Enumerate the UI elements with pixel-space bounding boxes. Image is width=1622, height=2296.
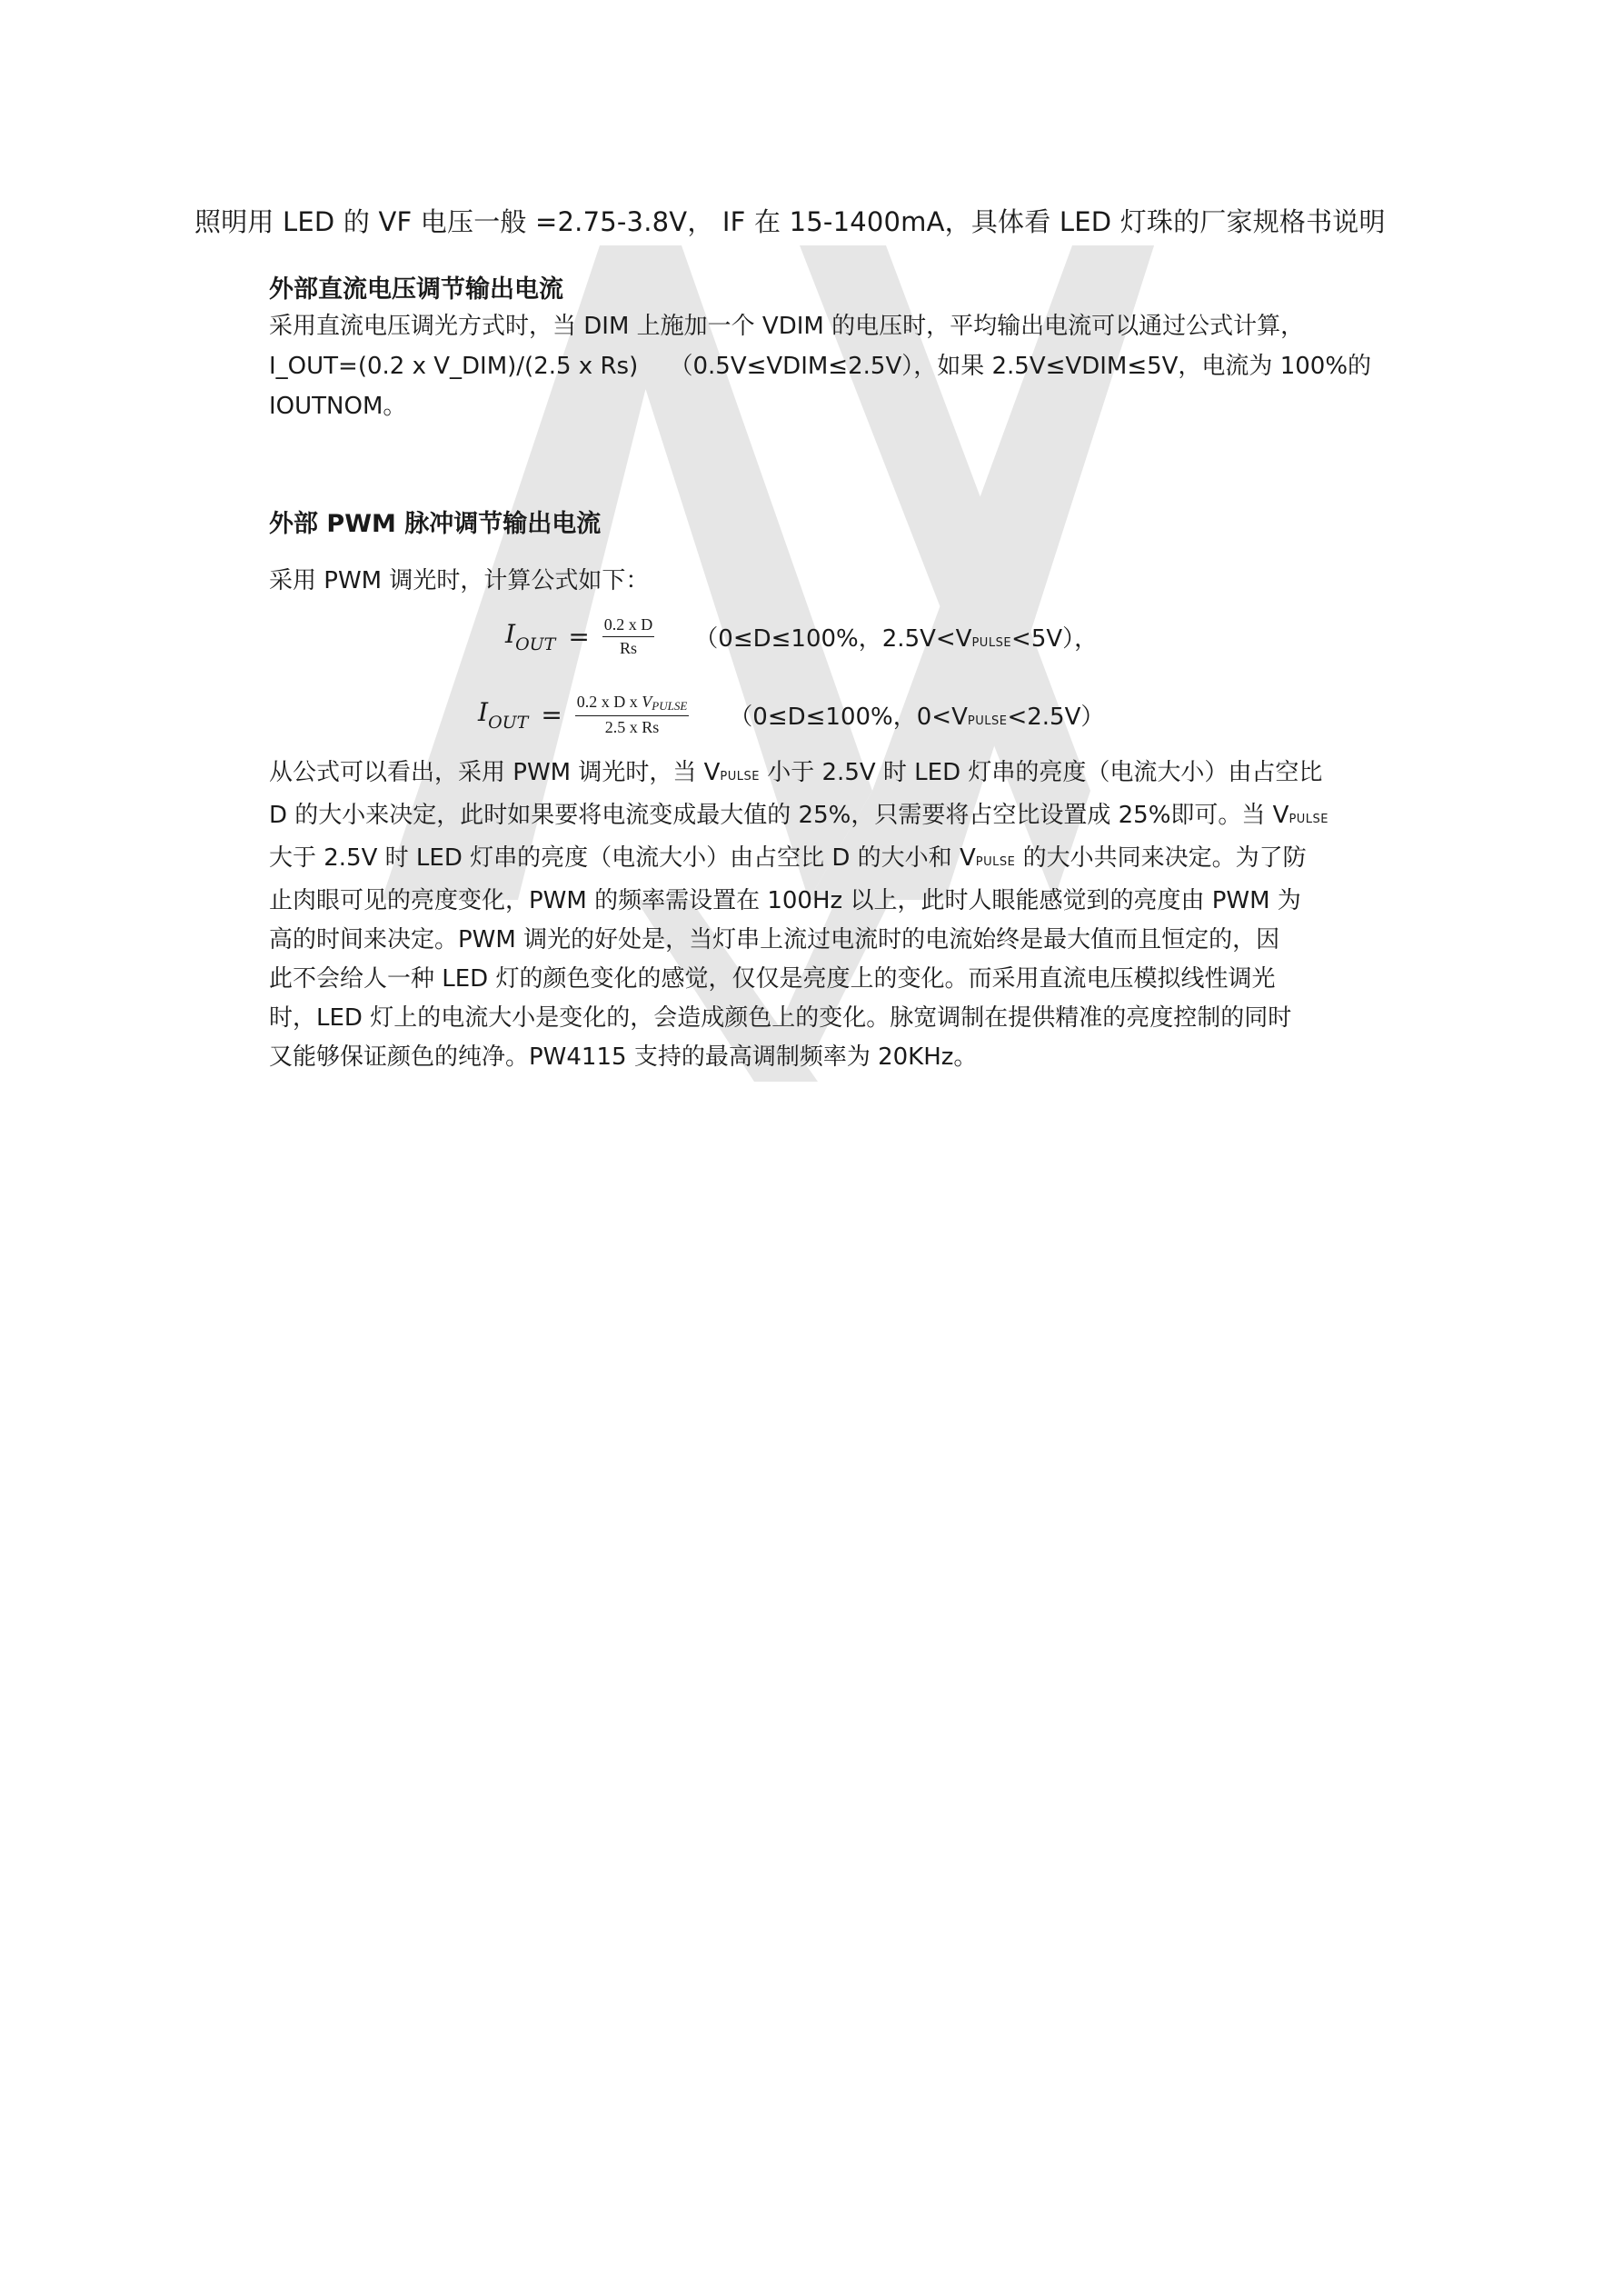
formula-lhs: $I_{OUT}$ bbox=[478, 697, 529, 733]
explanation-line: 又能够保证颜色的纯净。PW4115 支持的最高调制频率为 20KHz。 bbox=[269, 1043, 978, 1071]
formula-pwm-high bbox=[505, 615, 1098, 658]
formula-equals: = bbox=[568, 622, 590, 652]
section-dc-line: I_OUT=(0.2 x V_DIM)/(2.5 x Rs) （0.5V≤VDIM≤2.5V），如果 2.5V≤VDIM≤5V，电流为 100%的 bbox=[269, 353, 1372, 380]
section-dc-line: 采用直流电压调光方式时，当 DIM 上施加一个 VDIM 的电压时，平均输出电流可以通过公式计算， bbox=[269, 313, 1305, 340]
section-pwm-explanation bbox=[269, 754, 1396, 1077]
section-dc-body bbox=[269, 306, 1396, 426]
section-pwm-heading: 外部 PWM 脉冲调节输出电流 bbox=[269, 510, 602, 538]
formula-fraction bbox=[602, 615, 655, 658]
explanation-line: 从公式可以看出，采用 PWM 调光时，当 VPULSE 小于 2.5V 时 LED 灯串的亮度（电流大小）由占空比 bbox=[269, 759, 1323, 786]
formula-denominator: 2.5 x Rs bbox=[604, 718, 660, 736]
section-dc-dimming bbox=[269, 269, 1396, 426]
explanation-line: 高的时间来决定。PWM 调光的好处是，当灯串上流过电流时的电流始终是最大值而且恒定的，因 bbox=[269, 926, 1280, 953]
section-pwm-intro-block bbox=[269, 562, 1396, 595]
formula-condition: （0≤D≤100%，2.5V<VPULSE<5V）， bbox=[694, 625, 1099, 653]
explanation-line: D 的大小来决定，此时如果要将电流变成最大值的 25%，只需要将占空比设置成 25%即可。当 VPULSE bbox=[269, 802, 1329, 829]
formula-fraction bbox=[575, 693, 690, 737]
section-dc-line: IOUTNOM。 bbox=[269, 393, 407, 420]
explanation-line: 此不会给人一种 LED 灯的颜色变化的感觉，仅仅是亮度上的变化。而采用直流电压模拟线性调光 bbox=[269, 965, 1276, 993]
formula-denominator: Rs bbox=[620, 639, 638, 657]
section-pwm-intro: 采用 PWM 调光时，计算公式如下： bbox=[269, 567, 650, 594]
top-note: 照明用 LED 的 VF 电压一般 =2.75-3.8V， IF 在 15-1400mA，具体看 LED 灯珠的厂家规格书说明 bbox=[194, 206, 1386, 237]
explanation-line: 大于 2.5V 时 LED 灯串的亮度（电流大小）由占空比 D 的大小和 VPULSE 的大小共同来决定。为了防 bbox=[269, 844, 1307, 872]
explanation-line: 时，LED 灯上的电流大小是变化的，会造成颜色上的变化。脉宽调制在提供精准的亮度控制的同时 bbox=[269, 1004, 1292, 1032]
formula-numerator: 0.2 x D x VPULSE bbox=[575, 693, 690, 716]
formula-equals: = bbox=[541, 700, 562, 730]
section-dc-heading: 外部直流电压调节输出电流 bbox=[269, 275, 563, 304]
formula-pwm-low bbox=[478, 693, 1104, 737]
explanation-line: 止肉眼可见的亮度变化，PWM 的频率需设置在 100Hz 以上，此时人眼能感觉到的亮度由 PWM 为 bbox=[269, 887, 1301, 914]
formula-numerator: 0.2 x D bbox=[602, 615, 655, 637]
formula-condition: （0≤D≤100%，0<VPULSE<2.5V） bbox=[729, 704, 1105, 731]
section-pwm-heading-block bbox=[269, 504, 1396, 539]
formula-lhs: $I_{OUT}$ bbox=[505, 619, 556, 654]
